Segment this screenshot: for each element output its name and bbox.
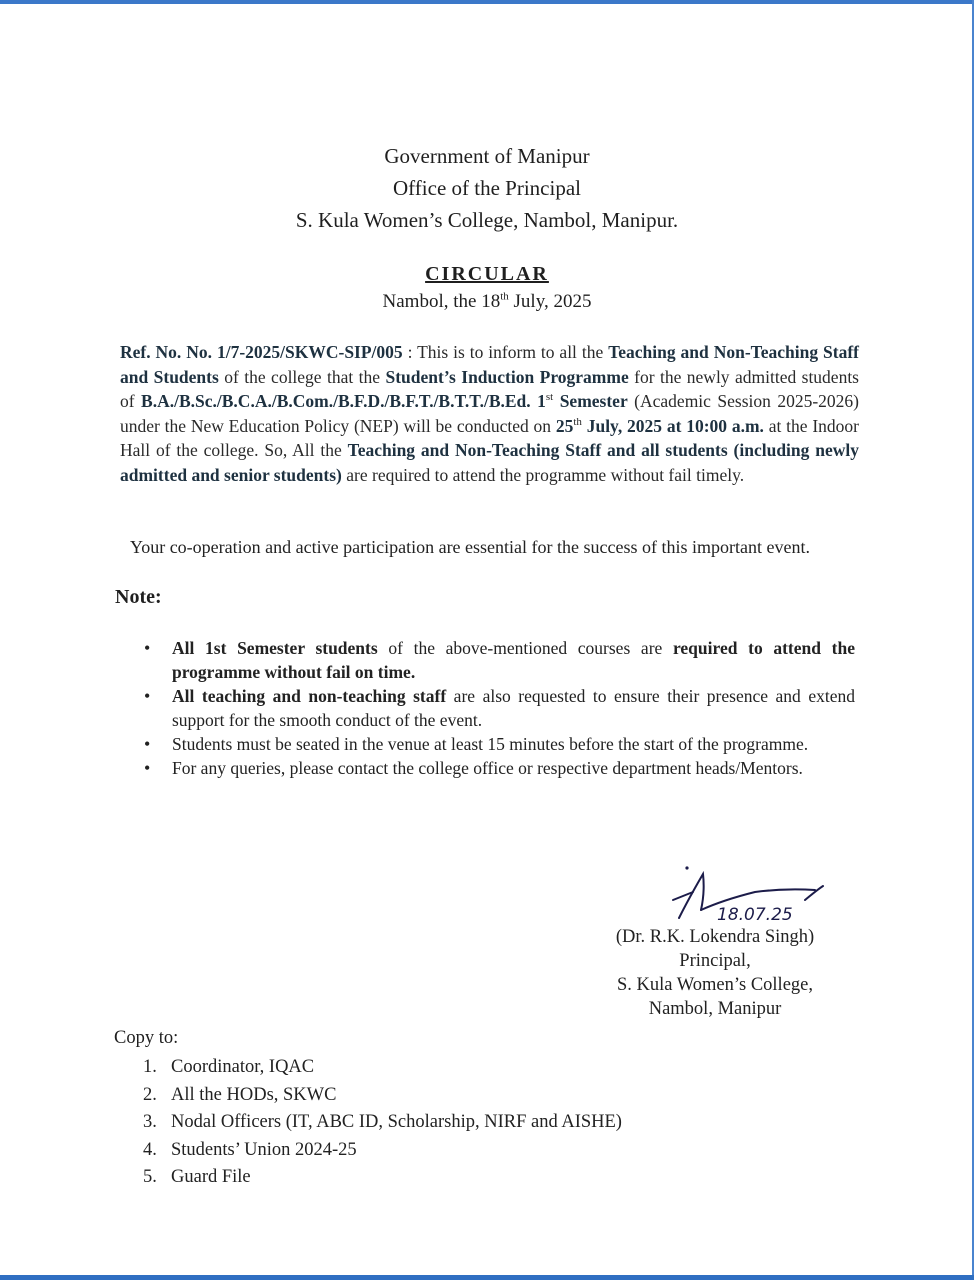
note-item: [135, 684, 855, 732]
note-item: [135, 756, 855, 780]
copy-to-item: [143, 1054, 622, 1082]
bullet-icon: •: [144, 734, 151, 754]
ref-number: Ref. No. No. 1/7-2025/SKWC-SIP/005: [120, 342, 403, 362]
circular-title-text: CIRCULAR: [425, 263, 549, 285]
copy-to-text: Nodal Officers (IT, ABC ID, Scholarship, NIRF and AISHE): [171, 1112, 622, 1132]
signatory-name: (Dr. R.K. Lokendra Singh): [615, 927, 815, 947]
note-item: [135, 636, 855, 684]
body-text: : This is to inform to all the: [402, 342, 609, 362]
body-text: for the newly admitted students of: [120, 366, 859, 411]
letterhead: [0, 140, 974, 236]
body-text: are required to attend the programme without fail timely.: [341, 464, 745, 485]
body-bold: Semester: [553, 391, 628, 411]
copy-to-list: [143, 1054, 622, 1192]
copy-to-number: 5.: [143, 1167, 157, 1187]
body-bold: B.A./B.Sc./B.C.A./B.Com./B.F.D./B.F.T./B.T.T./B.Ed. 1: [141, 391, 546, 411]
body-text: (Academic Session 2025-2026) under the New Education Policy (NEP) will be conducted on: [120, 391, 859, 436]
date-sup: th: [500, 290, 509, 303]
circular-body: [120, 340, 859, 487]
note-text: are also requested to ensure their presence and extend support for the smooth conduct of the event.: [172, 686, 855, 730]
letterhead-office: Office of the Principal: [393, 176, 581, 200]
body-sup: th: [573, 415, 582, 428]
copy-to-number: 1.: [143, 1057, 157, 1077]
body-bold: Teaching and Non-Teaching Staff and all students (including newly admitted and senior students): [120, 440, 860, 485]
note-bold: All 1st Semester students: [172, 638, 378, 658]
copy-to-item: [143, 1082, 622, 1110]
copy-to-text: All the HODs, SKWC: [171, 1084, 337, 1105]
scan-edge-bottom: [0, 1275, 974, 1280]
note-bold: All teaching and non-teaching staff: [172, 686, 447, 706]
letterhead-government: Government of Manipur: [384, 144, 590, 168]
note-item: [135, 732, 855, 756]
signatory-designation: Principal,: [679, 951, 751, 971]
note-text: of the above-mentioned courses are: [377, 638, 673, 658]
note-label: Note:: [115, 586, 162, 608]
body-text: of the college that the: [218, 366, 386, 387]
letterhead-college: S. Kula Women’s College, Nambol, Manipur.: [295, 208, 679, 232]
bullet-icon: •: [144, 686, 151, 706]
cooperation-line: Your co-operation and active participation are essential for the success of this important event.: [130, 537, 810, 557]
signatory-block: [595, 925, 835, 1021]
scan-edge-top: [0, 0, 974, 4]
body-sup: st: [545, 391, 554, 404]
circular-title: [0, 263, 974, 286]
copy-to-label: Copy to:: [114, 1028, 179, 1048]
body-text: at the Indoor Hall of the college. So, All the: [120, 415, 859, 460]
copy-to-number: 4.: [143, 1139, 157, 1160]
copy-to-number: 2.: [143, 1084, 157, 1105]
copy-to-text: Students’ Union 2024-25: [171, 1139, 357, 1160]
copy-to-text: Coordinator, IQAC: [171, 1057, 315, 1077]
copy-to-text: Guard File: [171, 1167, 251, 1187]
body-bold: July, 2025 at 10:00 a.m.: [581, 415, 764, 436]
note-text: For any queries, please contact the college office or respective department heads/Mentors.: [172, 758, 803, 778]
note-list: [135, 636, 855, 780]
note-text: Students must be seated in the venue at least 15 minutes before the start of the programme.: [172, 734, 809, 754]
date-prefix: Nambol, the 18: [382, 291, 501, 312]
note-bold: required to attend the programme without fail on time.: [172, 638, 855, 682]
signatory-college: S. Kula Women’s College,: [616, 975, 813, 995]
body-bold: Teaching and Non-Teaching Staff and Students: [120, 342, 859, 387]
copy-to-item: [143, 1164, 622, 1192]
body-bold: 25: [555, 415, 574, 436]
handwritten-signature: [665, 862, 835, 932]
signature-date: 18.07.25: [717, 905, 793, 925]
copy-to-item: [143, 1109, 622, 1137]
bullet-icon: •: [144, 638, 151, 658]
body-bold: Student’s Induction Programme: [385, 366, 629, 387]
copy-to-item: [143, 1137, 622, 1165]
bullet-icon: •: [144, 758, 151, 778]
circular-date: [0, 291, 974, 313]
copy-to-number: 3.: [143, 1112, 157, 1132]
signatory-place: Nambol, Manipur: [648, 999, 782, 1019]
date-suffix: July, 2025: [508, 291, 592, 312]
